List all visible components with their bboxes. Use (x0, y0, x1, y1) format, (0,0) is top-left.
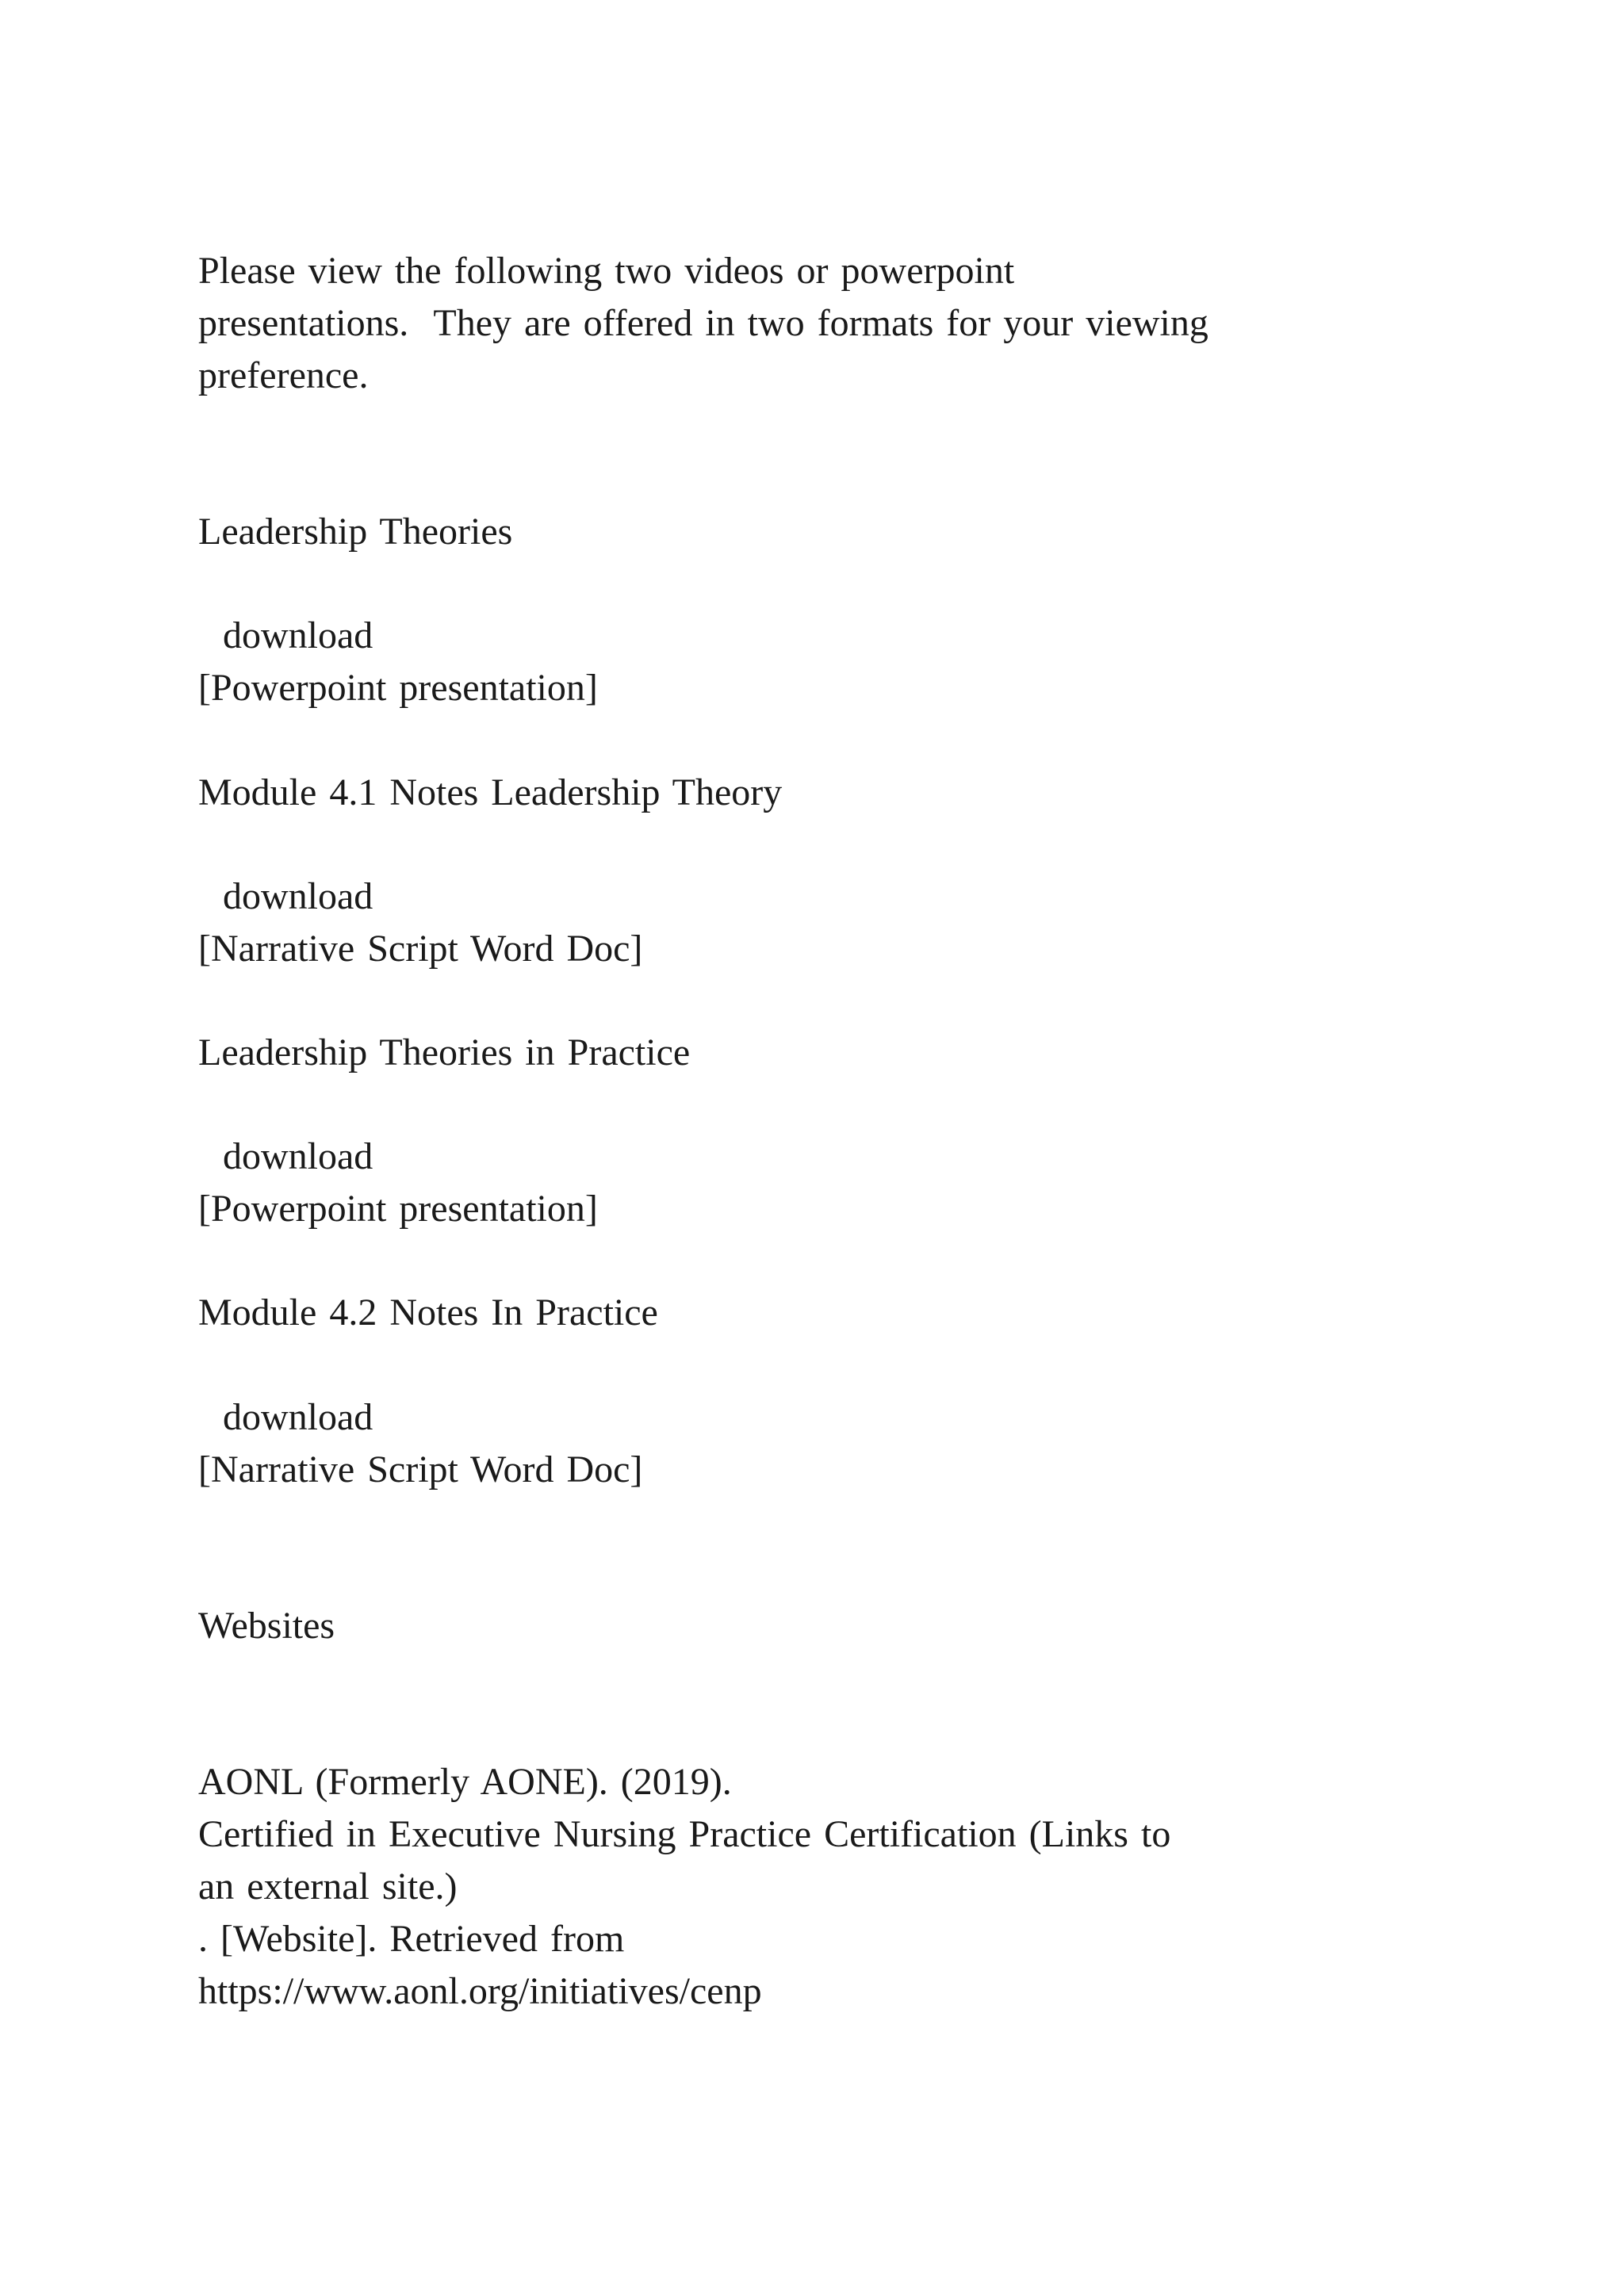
citation-line-4: . [Website]. Retrieved from (198, 1918, 625, 1960)
intro-line-1: Please view the following two videos or powerpoint (198, 250, 1015, 292)
intro-line-2: presentations. They are offered in two formats for your viewing (198, 302, 1208, 344)
websites-heading: Websites (198, 1605, 335, 1647)
resource-title-module-4-2: Module 4.2 Notes In Practice (198, 1292, 658, 1334)
citation-url[interactable]: https://www.aonl.org/initiatives/cenp (198, 1970, 762, 2012)
download-link-3[interactable]: download (210, 1135, 373, 1177)
citation-line-3: an external site.) (198, 1866, 458, 1908)
intro-line-3: preference. (198, 354, 369, 396)
download-link-2[interactable]: download (210, 875, 373, 917)
download-link-1[interactable]: download (210, 614, 373, 656)
resource-format-2: [Narrative Script Word Doc] (198, 928, 643, 970)
citation-link-title[interactable]: Certified in Executive Nursing Practice Certification (Links to (198, 1813, 1171, 1855)
resource-format-4: [Narrative Script Word Doc] (198, 1448, 643, 1490)
download-link-4[interactable]: download (210, 1396, 373, 1438)
resource-format-3: [Powerpoint presentation] (198, 1188, 598, 1230)
resource-title-module-4-1: Module 4.1 Notes Leadership Theory (198, 771, 783, 813)
resource-title-leadership-theories: Leadership Theories (198, 511, 513, 553)
resource-title-leadership-in-practice: Leadership Theories in Practice (198, 1031, 691, 1073)
citation-line-1: AONL (Formerly AONE). (2019). (198, 1761, 732, 1803)
resource-format-1: [Powerpoint presentation] (198, 667, 598, 709)
